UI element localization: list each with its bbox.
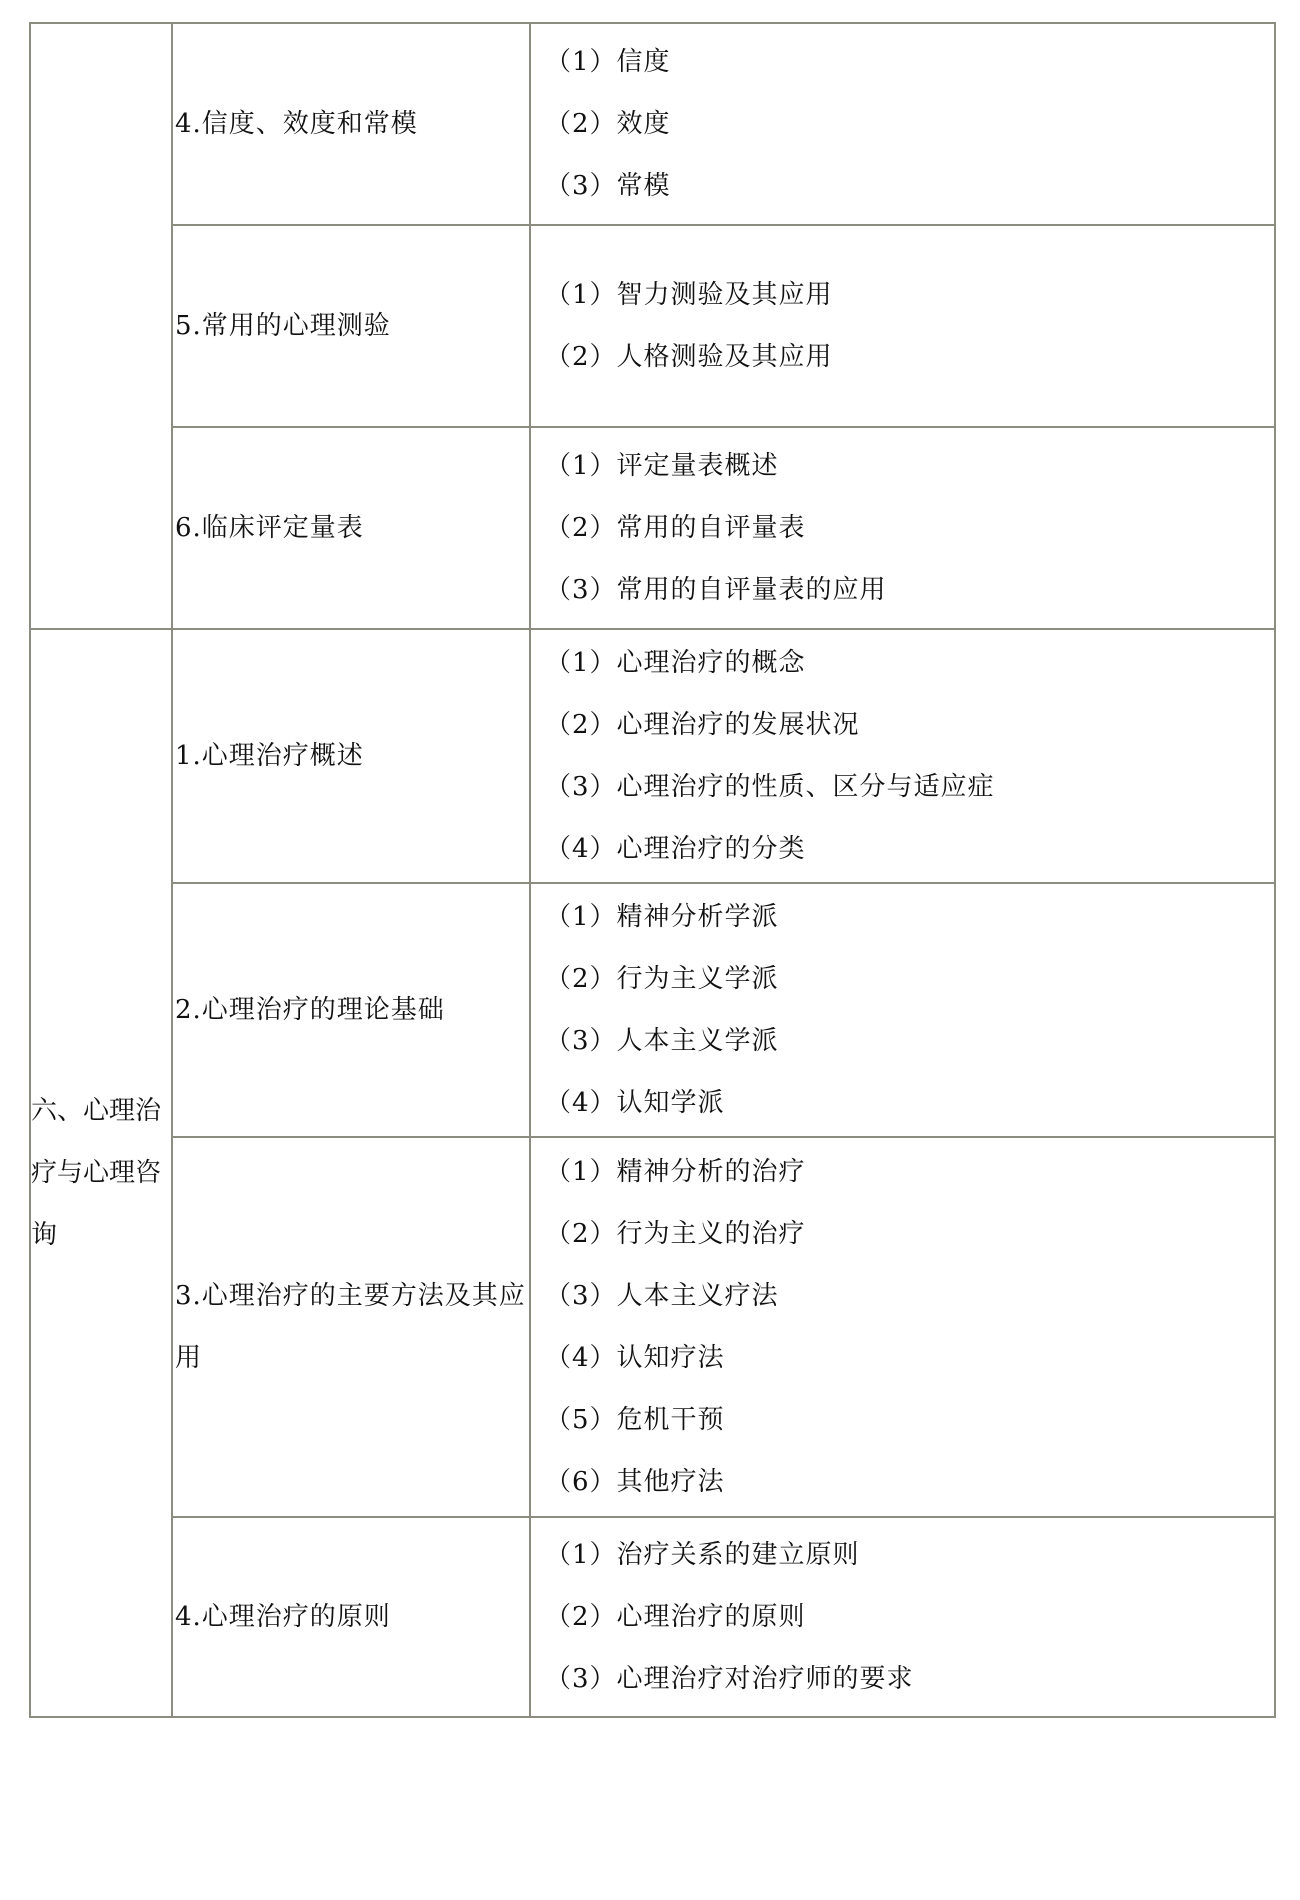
section-title: 3.心理治疗的主要方法及其应用	[175, 1281, 526, 1373]
chapter-cell	[30, 23, 172, 629]
list-item: （6）其他疗法	[545, 1467, 725, 1497]
table-row	[30, 1517, 1275, 1717]
table-row	[30, 23, 1275, 225]
list-item: （2）心理治疗的原则	[545, 1602, 806, 1632]
list-item: （2）行为主义学派	[545, 964, 779, 994]
syllabus-table	[29, 22, 1276, 1718]
table-row	[30, 883, 1275, 1137]
list-item: （3）常用的自评量表的应用	[545, 575, 887, 605]
section-title: 5.常用的心理测验	[175, 311, 391, 341]
section-title: 2.心理治疗的理论基础	[175, 995, 445, 1025]
list-item: （3）人本主义学派	[545, 1026, 779, 1056]
list-item: （2）人格测验及其应用	[545, 342, 833, 372]
list-item: （5）危机干预	[545, 1405, 725, 1435]
section-cell	[172, 883, 530, 1137]
table-row	[30, 427, 1275, 629]
list-item: （4）认知疗法	[545, 1343, 725, 1373]
list-item: （1）治疗关系的建立原则	[545, 1540, 860, 1570]
table-row	[30, 225, 1275, 427]
section-title: 4.信度、效度和常模	[175, 109, 418, 139]
table-row	[30, 629, 1275, 883]
items-cell	[530, 1517, 1275, 1717]
items-cell	[530, 23, 1275, 225]
list-item: （1）精神分析的治疗	[545, 1157, 806, 1187]
list-item: （1）信度	[545, 47, 671, 77]
list-item: （2）效度	[545, 109, 671, 139]
section-title: 1.心理治疗概述	[175, 741, 364, 771]
list-item: （1）智力测验及其应用	[545, 280, 833, 310]
list-item: （2）行为主义的治疗	[545, 1219, 806, 1249]
table-row	[30, 1137, 1275, 1517]
items-cell	[530, 883, 1275, 1137]
items-cell	[530, 427, 1275, 629]
section-cell	[172, 629, 530, 883]
list-item: （1）精神分析学派	[545, 902, 779, 932]
items-cell	[530, 629, 1275, 883]
section-cell	[172, 225, 530, 427]
section-cell	[172, 1137, 530, 1517]
section-cell	[172, 427, 530, 629]
list-item: （1）心理治疗的概念	[545, 648, 806, 678]
list-item: （2）常用的自评量表	[545, 513, 806, 543]
section-title: 6.临床评定量表	[175, 513, 364, 543]
list-item: （3）常模	[545, 171, 671, 201]
section-cell	[172, 23, 530, 225]
list-item: （3）心理治疗的性质、区分与适应症	[545, 772, 995, 802]
section-title: 4.心理治疗的原则	[175, 1602, 391, 1632]
chapter-cell	[30, 629, 172, 1717]
list-item: （3）心理治疗对治疗师的要求	[545, 1664, 914, 1694]
section-cell	[172, 1517, 530, 1717]
list-item: （4）认知学派	[545, 1088, 725, 1118]
list-item: （4）心理治疗的分类	[545, 834, 806, 864]
items-cell	[530, 1137, 1275, 1517]
list-item: （1）评定量表概述	[545, 451, 779, 481]
items-cell	[530, 225, 1275, 427]
chapter-title: 六、心理治疗与心理咨询	[31, 1096, 162, 1250]
list-item: （2）心理治疗的发展状况	[545, 710, 860, 740]
list-item: （3）人本主义疗法	[545, 1281, 779, 1311]
